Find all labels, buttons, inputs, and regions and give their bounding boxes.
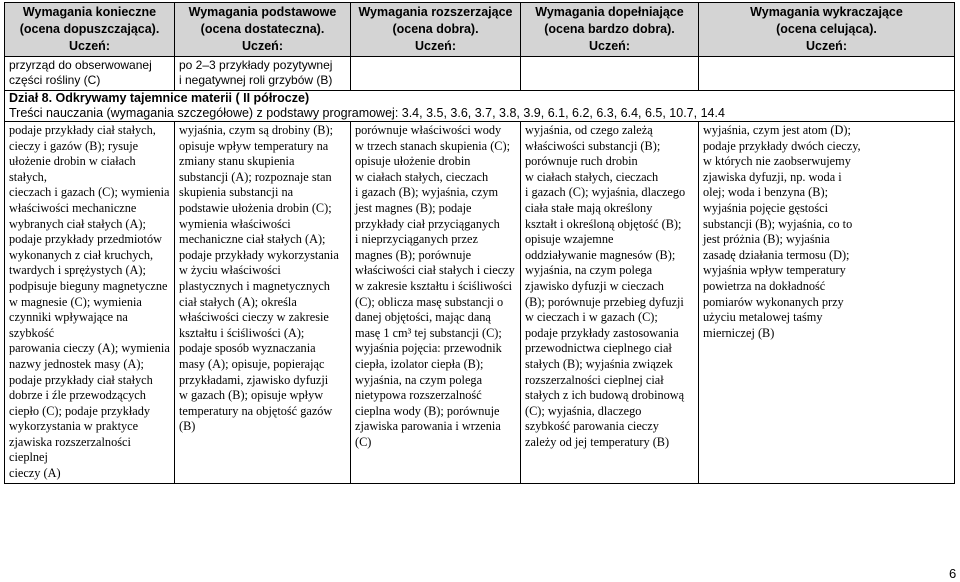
section-title: Dział 8. Odkrywamy tajemnice materii ( II półrocze) xyxy=(9,91,310,105)
requirements-table xyxy=(4,2,955,484)
continuation-row xyxy=(5,57,955,91)
content-podstawowe: wyjaśnia, czym są drobiny (B); opisuje wpływ temperatury na zmiany stanu skupienia substancji (A); rozpoznaje stan skupienia substancji na podstawie ułożenia drobin (C); wymienia właściwości mechaniczne ciał stałych (A); podaje przykłady wykorzystania w życiu właściwości plastycznych i magnetycznych ciał stałych (A); określa właściwości cieczy w zakresie kształtu i ściśliwości (A); podaje sposób wyznaczania masy (A); opisuje, popierając przykładami, zjawisko dyfuzji w gazach (B); opisuje wpływ temperatury na objętość gazów (B) xyxy=(175,122,351,484)
cell-dopelniajace xyxy=(521,57,699,91)
section-heading xyxy=(5,91,955,122)
content-row xyxy=(5,122,955,484)
cell-rozszerzajace xyxy=(351,57,521,91)
page-number: 6 xyxy=(949,566,957,581)
cell-podstawowe: po 2–3 przykłady pozytywnej i negatywnej roli grzybów (B) xyxy=(175,57,351,91)
content-wykraczajace: wyjaśnia, czym jest atom (D); podaje przykłady dwóch cieczy, w których nie zaobserwujemy zjawiska dyfuzji, np. woda i olej; woda i benzyna (B); wyjaśnia pojęcie gęstości substancji (B); wyjaśnia, co to jest próżnia (B); wyjaśnia zasadę działania termosu (D); wyjaśnia wpływ temperatury powietrza na dokładność pomiarów wykonanych przy użyciu metalowej taśmy mierniczej (B) xyxy=(699,122,955,484)
content-rozszerzajace: porównuje właściwości wody w trzech stanach skupienia (C); opisuje ułożenie drobin w ciałach stałych, cieczach i gazach (B); wyjaśnia, czym jest magnes (B); podaje przykłady ciał przyciąganych i nieprzyciąganych przez magnes (B); porównuje właściwości ciał stałych i cieczy w zakresie kształtu i ściśliwości (C); oblicza masę substancji o danej objętości, mając daną masę 1 cm³ tej substancji (C); wyjaśnia pojęcia: przewodnik ciepła, izolator ciepła (B); wyjaśnia, na czym polega nietypowa rozszerzalność cieplna wody (B); porównuje zjawiska parowania i wrzenia (C) xyxy=(351,122,521,484)
header-rozszerzajace: Wymagania rozszerzające (ocena dobra). Uczeń: xyxy=(351,3,521,57)
header-konieczne: Wymagania konieczne (ocena dopuszczająca). Uczeń: xyxy=(5,3,175,57)
content-konieczne: podaje przykłady ciał stałych, cieczy i gazów (B); rysuje ułożenie drobin w ciałach stałych, cieczach i gazach (C); wymienia właściwości mechaniczne wybranych ciał stałych (A); podaje przykłady przedmiotów wykonanych z ciał kruchych, twardych i sprężystych (A); podpisuje bieguny magnetyczne w magnesie (C); wymienia czynniki wpływające na szybkość parowania cieczy (A); wymienia nazwy jednostek masy (A); podaje przykłady ciał stałych dobrze i źle przewodzących ciepło (C); podaje przykłady wykorzystania w praktyce zjawiska rozszerzalności cieplnej cieczy (A) xyxy=(5,122,175,484)
cell-konieczne: przyrząd do obserwowanej części rośliny (C) xyxy=(5,57,175,91)
section-row xyxy=(5,91,955,122)
section-subtitle: Treści nauczania (wymagania szczegółowe) z podstawy programowej: 3.4, 3.5, 3.6, 3.7, 3.8, 3.9, 6.1, 6.2, 6.3, 6.4, 6.5, 10.7, 14.4 xyxy=(9,106,725,120)
header-podstawowe: Wymagania podstawowe (ocena dostateczna). Uczeń: xyxy=(175,3,351,57)
header-row xyxy=(5,3,955,57)
header-dopelniajace: Wymagania dopełniające (ocena bardzo dobra). Uczeń: xyxy=(521,3,699,57)
header-wykraczajace: Wymagania wykraczające (ocena celująca). Uczeń: xyxy=(699,3,955,57)
content-dopelniajace: wyjaśnia, od czego zależą właściwości substancji (B); porównuje ruch drobin w ciałach stałych, cieczach i gazach (C); wyjaśnia, dlaczego ciała stałe mają określony kształt i określoną objętość (B); opisuje wzajemne oddziaływanie magnesów (B); wyjaśnia, na czym polega zjawisko dyfuzji w cieczach (B); porównuje przebieg dyfuzji w cieczach i w gazach (C); podaje przykłady zastosowania przewodnictwa cieplnego ciał stałych (B); wyjaśnia związek rozszerzalności cieplnej ciał stałych z ich budową drobinową (C); wyjaśnia, dlaczego szybkość parowania cieczy zależy od jej temperatury (B) xyxy=(521,122,699,484)
cell-wykraczajace xyxy=(699,57,955,91)
